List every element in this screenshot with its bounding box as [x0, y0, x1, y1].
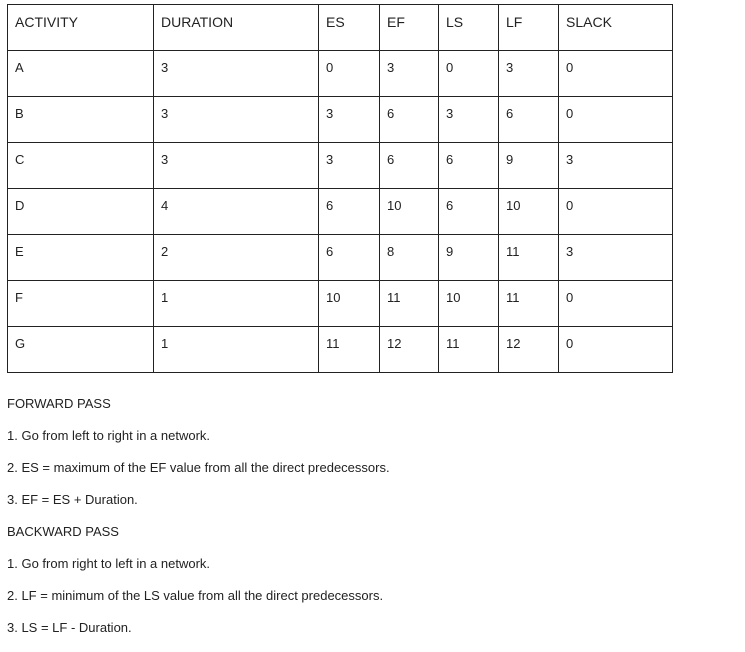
backward-step: 1. Go from right to left in a network.	[7, 556, 211, 571]
cell-ef: 6	[380, 143, 439, 189]
cell-ls: 6	[439, 189, 499, 235]
cell-ef: 11	[380, 281, 439, 327]
cell-es: 6	[319, 235, 380, 281]
forward-pass-title: FORWARD PASS	[7, 396, 111, 411]
cell-slack: 0	[559, 281, 673, 327]
cell-duration: 1	[154, 281, 319, 327]
header-ls: LS	[439, 5, 499, 51]
cell-lf: 6	[499, 97, 559, 143]
cell-lf: 12	[499, 327, 559, 373]
cell-es: 11	[319, 327, 380, 373]
header-ef: EF	[380, 5, 439, 51]
forward-step: 1. Go from left to right in a network.	[7, 428, 211, 443]
header-es: ES	[319, 5, 380, 51]
cell-lf: 3	[499, 51, 559, 97]
cell-slack: 0	[559, 327, 673, 373]
cell-es: 6	[319, 189, 380, 235]
cell-lf: 10	[499, 189, 559, 235]
cell-ef: 12	[380, 327, 439, 373]
backward-pass-title: BACKWARD PASS	[7, 524, 119, 539]
cell-duration: 3	[154, 143, 319, 189]
cell-ef: 10	[380, 189, 439, 235]
cell-ls: 9	[439, 235, 499, 281]
cell-lf: 11	[499, 235, 559, 281]
table-row	[8, 97, 673, 143]
cell-ls: 6	[439, 143, 499, 189]
cell-ef: 3	[380, 51, 439, 97]
cell-es: 0	[319, 51, 380, 97]
cell-ls: 11	[439, 327, 499, 373]
cell-lf: 11	[499, 281, 559, 327]
forward-step: 2. ES = maximum of the EF value from all the direct predecessors.	[7, 460, 390, 475]
header-activity: ACTIVITY	[8, 5, 154, 51]
cell-ls: 10	[439, 281, 499, 327]
cell-activity: F	[8, 281, 154, 327]
cell-slack: 0	[559, 51, 673, 97]
table-row	[8, 189, 673, 235]
cell-activity: C	[8, 143, 154, 189]
table-header-row	[8, 5, 673, 51]
cell-activity: A	[8, 51, 154, 97]
cell-activity: D	[8, 189, 154, 235]
cell-duration: 1	[154, 327, 319, 373]
cell-activity: E	[8, 235, 154, 281]
table-row	[8, 281, 673, 327]
cell-ef: 6	[380, 97, 439, 143]
header-lf: LF	[499, 5, 559, 51]
forward-step: 3. EF = ES + Duration.	[7, 492, 138, 507]
cell-es: 10	[319, 281, 380, 327]
notes-section	[7, 396, 707, 652]
cell-slack: 0	[559, 97, 673, 143]
table-row	[8, 235, 673, 281]
table-row	[8, 327, 673, 373]
cell-activity: B	[8, 97, 154, 143]
cell-duration: 3	[154, 51, 319, 97]
cell-duration: 2	[154, 235, 319, 281]
cell-slack: 0	[559, 189, 673, 235]
cell-ef: 8	[380, 235, 439, 281]
header-duration: DURATION	[154, 5, 319, 51]
cpm-table	[7, 4, 673, 373]
cell-duration: 3	[154, 97, 319, 143]
cell-ls: 3	[439, 97, 499, 143]
cell-es: 3	[319, 143, 380, 189]
cell-es: 3	[319, 97, 380, 143]
table-row	[8, 51, 673, 97]
backward-step: 2. LF = minimum of the LS value from all the direct predecessors.	[7, 588, 384, 603]
backward-step: 3. LS = LF - Duration.	[7, 620, 132, 635]
cell-slack: 3	[559, 143, 673, 189]
cell-slack: 3	[559, 235, 673, 281]
cell-lf: 9	[499, 143, 559, 189]
cell-duration: 4	[154, 189, 319, 235]
cell-ls: 0	[439, 51, 499, 97]
cell-activity: G	[8, 327, 154, 373]
header-slack: SLACK	[559, 5, 673, 51]
table-row	[8, 143, 673, 189]
